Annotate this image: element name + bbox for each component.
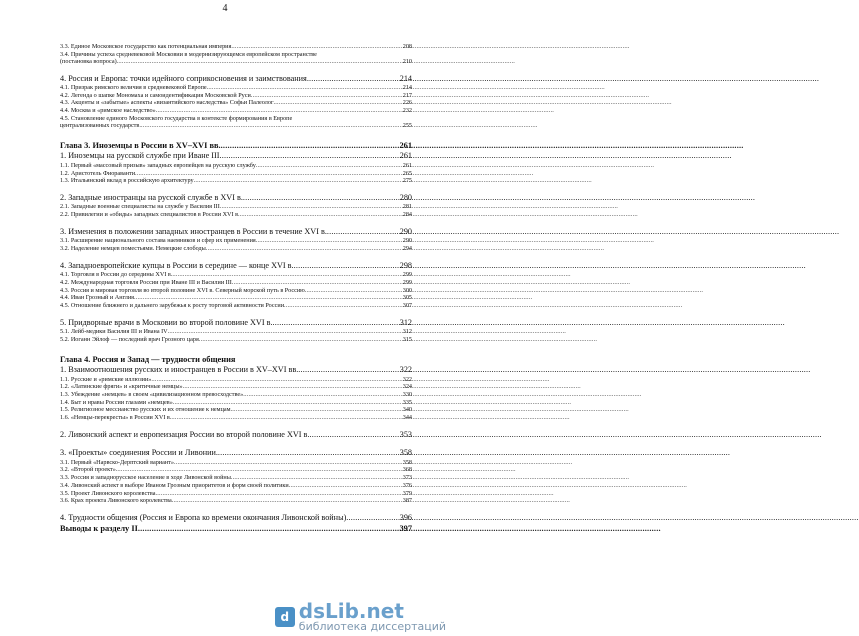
toc-entry-title: 4. Западноевропейские купцы в России в середине — конце XVI в. (60, 260, 294, 270)
toc-subsection[interactable] (60, 466, 412, 473)
toc-entry-title: 3.2. «Второй проект». (60, 466, 118, 474)
toc-page-number: 376 (402, 481, 412, 489)
toc-subsection[interactable] (60, 383, 412, 390)
toc-entry-title: 1. Иноземцы на русской службе при Иване III (60, 151, 220, 161)
toc-entry-title: 1. Взаимоотношения русских и иностранцев в России в XV–XVI вв. (60, 365, 299, 375)
toc-page-number: 226 (402, 99, 412, 107)
toc-leader-dots (172, 271, 402, 278)
toc-leader-dots (220, 203, 403, 210)
toc-page-number: 261 (399, 151, 412, 161)
toc-subsection[interactable] (60, 294, 412, 301)
toc-leader-dots (298, 365, 399, 374)
toc-page-number: 214 (399, 73, 412, 83)
toc-page-number: 330 (402, 391, 412, 399)
toc-leader-dots (251, 92, 403, 99)
toc-leader-dots (171, 414, 402, 421)
toc-spacer (60, 253, 412, 261)
toc-entry-title: 4.3. Акценты и «забытые» аспекты «византийского наследства» Софьи Палеолог (60, 99, 274, 107)
toc-page-number: 397 (399, 523, 412, 533)
toc-page-number: 210 (402, 57, 412, 65)
toc-subsection[interactable] (60, 497, 412, 504)
toc-leader-dots (307, 74, 400, 83)
toc-subsection[interactable] (60, 376, 412, 383)
toc-entry-title: 3.1. Расширение национального состава наемников и сфер их применения (60, 237, 256, 245)
toc-subsection[interactable] (60, 99, 412, 106)
toc-page-number: 358 (399, 448, 412, 458)
toc-leader-dots (243, 193, 400, 202)
toc-page-number: 255 (402, 121, 412, 129)
toc-leader-dots (284, 302, 403, 309)
toc-page-number: 322 (399, 365, 412, 375)
toc-leader-dots (256, 162, 403, 169)
toc-leader-dots (294, 261, 400, 270)
toc-entry-title: 5.2. Иоганн Эйлоф — последний врач Грозного царя (60, 335, 199, 343)
toc-entry-title: 3.4. Ливонский аспект в выборе Иваном Грозным приоритетов и форм своей политики (60, 481, 289, 489)
toc-subsection[interactable] (60, 279, 412, 286)
toc-entry-title: 5. Придворные врачи в Московии во второй половине XVI в. (60, 317, 273, 327)
toc-spacer (60, 440, 412, 448)
toc-subsection[interactable] (60, 177, 412, 184)
toc-entry-title: 2. Западные иностранцы на русской службе в XVI в. (60, 192, 243, 202)
toc-subsection[interactable] (60, 84, 412, 91)
toc-leader-dots (183, 383, 403, 390)
toc-entry-title: (постановка вопроса) (60, 57, 117, 65)
toc-page-number: 281 (402, 203, 412, 211)
toc-entry-title: 4. Россия и Европа: точки идейного соприкосновения и заимствования (60, 73, 307, 83)
toc-section[interactable] (60, 151, 412, 160)
toc-section[interactable] (60, 261, 412, 270)
toc-leader-dots (231, 474, 403, 481)
toc-leader-dots (256, 237, 403, 244)
toc-entry-title: 3. «Проекты» соединения России и Ливонии. (60, 448, 218, 458)
toc-entry-title: 1.6. «Немцы-перекресты» в России XVI в. (60, 414, 172, 422)
toc-page-number: 353 (399, 429, 412, 439)
toc-leader-dots (173, 399, 403, 406)
toc-entry-title: Глава 3. Иноземцы в России в XV–XVI вв. (60, 140, 221, 150)
toc-section[interactable] (60, 227, 412, 236)
toc-page-number: 387 (402, 497, 412, 505)
toc-leader-dots (218, 448, 400, 457)
toc-subsection[interactable] (60, 336, 412, 343)
toc-entry-title: 4.1. Торговля в России до середины XVI в. (60, 271, 173, 279)
table-of-contents (60, 43, 412, 534)
toc-subsection[interactable] (60, 245, 412, 252)
toc-subsection[interactable] (60, 302, 412, 309)
toc-page-number: 298 (399, 260, 412, 270)
toc-section[interactable] (60, 448, 412, 457)
toc-chapter[interactable] (60, 141, 412, 151)
toc-entry-title: 4.2. Легенда о шапке Мономаха и самоидентификация Московской Руси (60, 91, 251, 99)
toc-leader-dots (156, 107, 403, 114)
toc-page-number: 305 (402, 294, 412, 302)
toc-entry-title: 1.3. Убеждение «немцев» в своем «цивилизационном превосходстве» (60, 391, 244, 399)
toc-leader-dots (231, 406, 403, 413)
toc-leader-dots (221, 141, 400, 151)
toc-entry-title: 3.2. Наделение немцев поместьями. Немецкие слободы (60, 244, 206, 252)
toc-leader-dots (138, 524, 400, 534)
toc-entry-title: 4. Трудности общения (Россия и Европа ко времени окончания Ливонской войны) (60, 513, 347, 523)
toc-page-number: 290 (402, 237, 412, 245)
toc-page-number: 307 (402, 301, 412, 309)
page-number: 4 (222, 3, 228, 14)
toc-page-number: 396 (399, 513, 412, 523)
toc-page-number: 300 (402, 286, 412, 294)
toc-leader-dots (289, 482, 403, 489)
toc-subsection[interactable] (60, 459, 412, 466)
toc-entry-title: 4.4. Иван Грозный и Англия (60, 294, 134, 302)
toc-entry-title: 1.2. «Латинские фряги» и «критичные немцы» (60, 383, 183, 391)
toc-leader-dots (273, 318, 400, 327)
toc-page-number: 312 (402, 328, 412, 336)
toc-subsection[interactable] (60, 162, 412, 169)
toc-section[interactable] (60, 365, 412, 374)
toc-page-number: 232 (402, 107, 412, 115)
toc-page-number: 335 (402, 398, 412, 406)
toc-entry-text: 4.5. Становление единого Московского государства в контексте формирования в Европе (60, 114, 293, 122)
toc-subsection[interactable] (60, 406, 412, 413)
toc-subsection[interactable] (60, 490, 412, 497)
toc-page-number: 217 (402, 91, 412, 99)
toc-leader-dots (220, 151, 400, 160)
toc-section[interactable] (60, 513, 412, 522)
toc-subsection[interactable] (60, 107, 412, 114)
toc-entry-title: 1.2. Аристотель Фиораванти (60, 169, 136, 177)
toc-subsection[interactable] (60, 43, 412, 50)
toc-spacer (60, 66, 412, 74)
toc-spacer (60, 185, 412, 193)
toc-entry-title: 3.3. Россия и западнорусское население в ходе Ливонской войны (60, 474, 231, 482)
toc-leader-dots (231, 43, 402, 50)
toc-entry-title: 1.5. Религиозное мессианство русских и их отношение к немцам (60, 406, 231, 414)
toc-entry-title: 1.3. Итальянский вклад в российскую архитектуру (60, 177, 194, 185)
toc-subsection[interactable] (60, 58, 412, 65)
toc-chapter[interactable] (60, 524, 412, 534)
toc-subsection[interactable] (60, 211, 412, 218)
toc-leader-dots (194, 177, 403, 184)
toc-leader-dots (309, 430, 399, 439)
toc-entry-title: 3.5. Проект Ливонского королевства (60, 489, 156, 497)
toc-page-number: 324 (402, 383, 412, 391)
toc-page-number: 265 (402, 169, 412, 177)
toc-subsection[interactable] (60, 414, 412, 421)
toc-entry-title: 3. Изменения в положении западных иностранцев в России в течение XVI в. (60, 226, 327, 236)
toc-page-number: 315 (402, 335, 412, 343)
toc-spacer (60, 422, 412, 430)
toc-page-number: 299 (402, 271, 412, 279)
toc-leader-dots (346, 513, 399, 522)
toc-page-number: 368 (402, 466, 412, 474)
toc-leader-dots (207, 84, 403, 91)
toc-subsection[interactable] (60, 482, 412, 489)
toc-entry-title: 3.3. Единое Московское государство как потенциальная империя (60, 43, 232, 50)
toc-entry-title: 1.1. Русские и «римские иллюзии» (60, 375, 152, 383)
toc-spacer (60, 505, 412, 513)
toc-page-number: 208 (402, 43, 412, 50)
toc-leader-dots (240, 211, 403, 218)
toc-leader-dots (327, 227, 400, 236)
toc-subsection[interactable] (60, 122, 412, 129)
toc-page-number: 290 (399, 226, 412, 236)
toc-subsection[interactable] (60, 287, 412, 294)
toc-entry-title: 4.4. Москва и «римское наследство» (60, 107, 156, 115)
toc-page-number: 379 (402, 489, 412, 497)
toc-entry-title: 1.1. Первый «массовый призыв» западных европейцев на русскую службу (60, 161, 256, 169)
toc-leader-dots (151, 376, 402, 383)
toc-leader-dots (206, 245, 403, 252)
toc-subsection[interactable] (60, 391, 412, 398)
toc-section[interactable] (60, 193, 412, 202)
toc-entry-title: 4.3. Россия и мировая торговля во второй половине XVI в. Северный морской путь в Россию (60, 286, 305, 294)
toc-entry-title: 3.1. Первый «Нарвско-Дерптский вариант» (60, 458, 174, 466)
toc-entry-title: 4.1. Призрак римского величия в средневековой Европе (60, 83, 207, 91)
toc-leader-dots (139, 122, 402, 129)
toc-page-number: 340 (402, 406, 412, 414)
toc-entry-title: Выводы к разделу II (60, 523, 138, 533)
toc-subsection[interactable] (60, 170, 412, 177)
toc-page-number: 358 (402, 458, 412, 466)
toc-entry-title: 5.1. Лейб-медики Василия III и Ивана IV (60, 328, 168, 336)
toc-page-number: 299 (402, 278, 412, 286)
toc-subsection[interactable] (60, 203, 412, 210)
watermark-subtitle: библиотека диссертаций (298, 620, 446, 633)
toc-spacer (60, 310, 412, 318)
toc-page-number: 344 (402, 414, 412, 422)
toc-entry-title: 4.5. Отношение ближнего и дальнего зарубежья к росту торговой активности России (60, 301, 285, 309)
toc-entry-title: 3.6. Крах проекта Ливонского королевства (60, 497, 172, 505)
toc-leader-dots (232, 279, 403, 286)
toc-spacer (60, 130, 412, 141)
toc-subsection[interactable] (60, 92, 412, 99)
toc-entry-title: 2.2. Привилегии и «обиды» западных специалистов в России XVI в. (60, 211, 240, 219)
toc-page-number: 294 (402, 244, 412, 252)
toc-leader-dots (172, 497, 403, 504)
dslib-logo-icon: d (275, 607, 295, 627)
toc-entry-title: Глава 4. Россия и Запад — трудности общения (60, 354, 236, 364)
toc-entry-title: 1.4. Быт и нравы России глазами «немцев» (60, 398, 173, 406)
toc-leader-dots (305, 287, 403, 294)
toc-entry-title: 4.2. Международная торговля России при Иване III и Василии III (60, 278, 232, 286)
toc-entry-title: централизованных государств (60, 121, 140, 129)
toc-leader-dots (117, 466, 402, 473)
toc-page-number: 373 (402, 474, 412, 482)
toc-leader-dots (168, 328, 403, 335)
toc-leader-dots (135, 170, 403, 177)
toc-spacer (60, 219, 412, 227)
toc-page-number: 261 (402, 161, 412, 169)
toc-subsection[interactable] (60, 328, 412, 335)
dslib-watermark[interactable] (275, 601, 446, 632)
toc-leader-dots (155, 490, 402, 497)
toc-page-number: 275 (402, 177, 412, 185)
toc-leader-dots (199, 336, 403, 343)
toc-subsection[interactable] (60, 271, 412, 278)
toc-leader-dots (274, 99, 403, 106)
toc-leader-dots (174, 459, 403, 466)
toc-leader-dots (134, 294, 403, 301)
toc-leader-dots (117, 58, 403, 65)
toc-entry-title: 2.1. Западные военные специалисты на службе у Василия III (60, 203, 220, 211)
toc-subsection[interactable] (60, 399, 412, 406)
toc-subsection[interactable] (60, 237, 412, 244)
toc-page-number: 312 (399, 317, 412, 327)
toc-page-number: 261 (399, 140, 412, 150)
toc-section[interactable] (60, 74, 412, 83)
toc-section[interactable] (60, 430, 412, 439)
toc-chapter[interactable] (60, 355, 412, 365)
watermark-logo-text: dsLib.net (298, 599, 404, 623)
toc-section[interactable] (60, 318, 412, 327)
toc-entry-text: 3.4. Причины успеха средневековой Московии в модернизирующемся европейском пространстве (60, 50, 317, 58)
toc-entry-title: 2. Ливонский аспект и европеизация России во второй половине XVI в. (60, 429, 310, 439)
toc-page-number: 284 (402, 211, 412, 219)
toc-page-number: 214 (402, 83, 412, 91)
toc-page-number: 322 (402, 375, 412, 383)
toc-subsection[interactable] (60, 474, 412, 481)
toc-spacer (60, 344, 412, 355)
toc-leader-dots (243, 391, 402, 398)
toc-page-number: 280 (399, 192, 412, 202)
